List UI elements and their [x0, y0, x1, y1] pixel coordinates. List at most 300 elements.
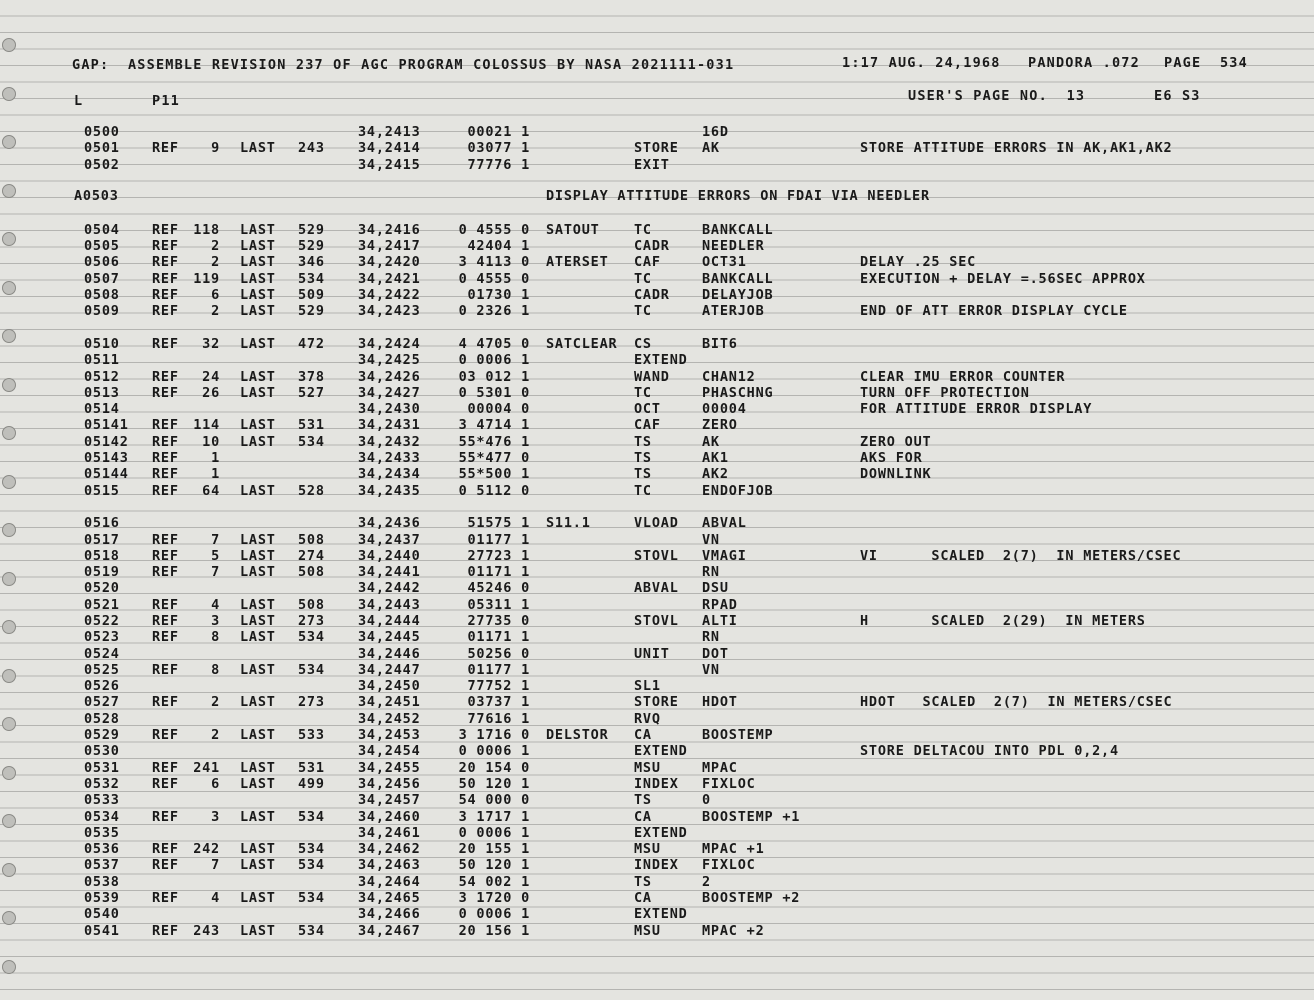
ref-tag: REF: [152, 369, 179, 385]
last-page: 509: [298, 287, 325, 303]
octal-word: 45246 0: [467, 580, 530, 596]
listing-row: [0, 694, 1314, 710]
ref-tag: REF: [152, 303, 179, 319]
ref-tag: REF: [152, 417, 179, 433]
opcode: EXTEND: [634, 352, 688, 368]
listing-row: [0, 140, 1314, 156]
ref-count: 8: [211, 629, 220, 645]
ref-count: 6: [211, 776, 220, 792]
operand: MPAC +2: [702, 923, 765, 939]
line-number: 0517: [84, 532, 120, 548]
listing-row: [0, 760, 1314, 776]
operand: BOOSTEMP +1: [702, 809, 801, 825]
ref-count: 7: [211, 532, 220, 548]
operand: OCT31: [702, 254, 747, 270]
ref-tag: REF: [152, 450, 179, 466]
last-tag: LAST: [240, 809, 276, 825]
feed-hole: [2, 87, 16, 101]
last-tag: LAST: [240, 597, 276, 613]
listing-row: [0, 303, 1314, 319]
address: 34,2425: [358, 352, 421, 368]
line-number: 0515: [84, 483, 120, 499]
listing-row: [0, 271, 1314, 287]
last-page: 346: [298, 254, 325, 270]
users-page-number: USER'S PAGE NO. 13: [908, 88, 1086, 104]
ref-count: 7: [211, 564, 220, 580]
ref-tag: REF: [152, 629, 179, 645]
octal-word: 77752 1: [467, 678, 530, 694]
address: 34,2435: [358, 483, 421, 499]
address: 34,2461: [358, 825, 421, 841]
last-tag: LAST: [240, 548, 276, 564]
ref-tag: REF: [152, 222, 179, 238]
octal-word: 03 012 1: [458, 369, 530, 385]
line-number: 0506: [84, 254, 120, 270]
address: 34,2453: [358, 727, 421, 743]
comment: STORE DELTACOU INTO PDL 0,2,4: [860, 743, 1119, 759]
opcode: TS: [634, 466, 652, 482]
address: 34,2457: [358, 792, 421, 808]
last-tag: LAST: [240, 841, 276, 857]
address: 34,2441: [358, 564, 421, 580]
opcode: MSU: [634, 841, 661, 857]
operand: MPAC: [702, 760, 738, 776]
blank-row: [0, 499, 1314, 515]
listing-row: [0, 825, 1314, 841]
last-page: 534: [298, 809, 325, 825]
octal-word: 00004 0: [467, 401, 530, 417]
listing-row: [0, 646, 1314, 662]
listing-row: [0, 792, 1314, 808]
octal-word: 50 120 1: [458, 776, 530, 792]
listing-row: [0, 857, 1314, 873]
opcode: WAND: [634, 369, 670, 385]
opcode: TS: [634, 792, 652, 808]
ref-tag: REF: [152, 238, 179, 254]
listing-row: [0, 613, 1314, 629]
line-number: 05141: [84, 417, 129, 433]
operand: VN: [702, 532, 720, 548]
line-number: 05143: [84, 450, 129, 466]
opcode: EXTEND: [634, 825, 688, 841]
address: 34,2432: [358, 434, 421, 450]
line-number: 0500: [84, 124, 120, 140]
line-number: 0539: [84, 890, 120, 906]
last-page: 534: [298, 271, 325, 287]
octal-word: 77776 1: [467, 157, 530, 173]
address: 34,2437: [358, 532, 421, 548]
ref-tag: REF: [152, 466, 179, 482]
ref-count: 2: [211, 238, 220, 254]
line-number: 0527: [84, 694, 120, 710]
opcode: CADR: [634, 238, 670, 254]
line-number: 0516: [84, 515, 120, 531]
address: 34,2426: [358, 369, 421, 385]
address: 34,2456: [358, 776, 421, 792]
operand: 0: [702, 792, 711, 808]
listing-row: [0, 841, 1314, 857]
octal-word: 0 4555 0: [458, 271, 530, 287]
opcode: STORE: [634, 694, 679, 710]
address: 34,2465: [358, 890, 421, 906]
ref-count: 8: [211, 662, 220, 678]
assembly-timestamp: 1:17 AUG. 24,1968: [842, 55, 1001, 71]
address: 34,2462: [358, 841, 421, 857]
comment: AKS FOR: [860, 450, 923, 466]
feed-hole: [2, 38, 16, 52]
ref-count: 2: [211, 303, 220, 319]
opcode: CS: [634, 336, 652, 352]
listing-row: [0, 157, 1314, 173]
last-tag: LAST: [240, 776, 276, 792]
comment: ZERO OUT: [860, 434, 932, 450]
opcode: CA: [634, 727, 652, 743]
line-number: 0505: [84, 238, 120, 254]
last-tag: LAST: [240, 694, 276, 710]
octal-word: 0 4555 0: [458, 222, 530, 238]
listing-row: [0, 515, 1314, 531]
address: 34,2434: [358, 466, 421, 482]
opcode: STORE: [634, 140, 679, 156]
ref-tag: REF: [152, 923, 179, 939]
line-number: 0536: [84, 841, 120, 857]
last-tag: LAST: [240, 417, 276, 433]
line-number: 0504: [84, 222, 120, 238]
octal-word: 0 5112 0: [458, 483, 530, 499]
last-page: 531: [298, 760, 325, 776]
line-number: 0523: [84, 629, 120, 645]
last-tag: LAST: [240, 483, 276, 499]
ref-tag: REF: [152, 809, 179, 825]
listing-row: [0, 580, 1314, 596]
listing-row: [0, 906, 1314, 922]
operand: AK1: [702, 450, 729, 466]
ref-count: 119: [193, 271, 220, 287]
opcode: CAF: [634, 254, 661, 270]
octal-word: 00021 1: [467, 124, 530, 140]
operand: DOT: [702, 646, 729, 662]
opcode: EXTEND: [634, 743, 688, 759]
ref-tag: REF: [152, 760, 179, 776]
page-number: PAGE 534: [1164, 55, 1248, 71]
last-tag: LAST: [240, 434, 276, 450]
line-number: 0518: [84, 548, 120, 564]
operand: MPAC +1: [702, 841, 765, 857]
address: 34,2414: [358, 140, 421, 156]
line-number: 0514: [84, 401, 120, 417]
last-page: 472: [298, 336, 325, 352]
ref-tag: REF: [152, 385, 179, 401]
line-number: 0540: [84, 906, 120, 922]
listing-row: [0, 287, 1314, 303]
octal-word: 03737 1: [467, 694, 530, 710]
operand: ALTI: [702, 613, 738, 629]
octal-word: 0 0006 1: [458, 906, 530, 922]
last-page: 534: [298, 890, 325, 906]
address: 34,2446: [358, 646, 421, 662]
operand: HDOT: [702, 694, 738, 710]
octal-word: 42404 1: [467, 238, 530, 254]
operand: DELAYJOB: [702, 287, 774, 303]
ref-tag: REF: [152, 434, 179, 450]
last-tag: LAST: [240, 222, 276, 238]
last-page: 378: [298, 369, 325, 385]
line-number: 0502: [84, 157, 120, 173]
octal-word: 55*477 0: [458, 450, 530, 466]
address: 34,2466: [358, 906, 421, 922]
listing-row: [0, 385, 1314, 401]
last-page: 273: [298, 694, 325, 710]
ref-tag: REF: [152, 613, 179, 629]
listing-row: [0, 711, 1314, 727]
octal-word: 01177 1: [467, 532, 530, 548]
opcode: EXIT: [634, 157, 670, 173]
ref-tag: REF: [152, 694, 179, 710]
operand: AK2: [702, 466, 729, 482]
operand: 16D: [702, 124, 729, 140]
last-page: 529: [298, 238, 325, 254]
operand: ENDOFJOB: [702, 483, 774, 499]
ref-tag: REF: [152, 271, 179, 287]
listing-row: [0, 238, 1314, 254]
listing-row: [0, 254, 1314, 270]
octal-word: 20 156 1: [458, 923, 530, 939]
opcode: INDEX: [634, 776, 679, 792]
listing-row: [0, 466, 1314, 482]
octal-word: 54 002 1: [458, 874, 530, 890]
ref-count: 32: [202, 336, 220, 352]
last-page: 499: [298, 776, 325, 792]
ref-tag: REF: [152, 776, 179, 792]
operand: 00004: [702, 401, 747, 417]
ref-count: 243: [193, 923, 220, 939]
line-number: 0511: [84, 352, 120, 368]
operand: BIT6: [702, 336, 738, 352]
listing-row: [0, 662, 1314, 678]
octal-word: 3 4714 1: [458, 417, 530, 433]
comment: END OF ATT ERROR DISPLAY CYCLE: [860, 303, 1128, 319]
address: 34,2467: [358, 923, 421, 939]
ref-count: 2: [211, 694, 220, 710]
line-number: 05144: [84, 466, 129, 482]
operand: BOOSTEMP +2: [702, 890, 801, 906]
octal-word: 20 155 1: [458, 841, 530, 857]
octal-word: 0 0006 1: [458, 352, 530, 368]
listing-row: [0, 352, 1314, 368]
opcode: EXTEND: [634, 906, 688, 922]
last-page: 529: [298, 303, 325, 319]
operand: 2: [702, 874, 711, 890]
opcode: ABVAL: [634, 580, 679, 596]
last-tag: LAST: [240, 727, 276, 743]
section-title: DISPLAY ATTITUDE ERRORS ON FDAI VIA NEEDLER: [546, 188, 930, 204]
octal-word: 4 4705 0: [458, 336, 530, 352]
address: 34,2464: [358, 874, 421, 890]
last-page: 273: [298, 613, 325, 629]
address: 34,2416: [358, 222, 421, 238]
listing-row: [0, 727, 1314, 743]
page-code: E6 S3: [1154, 88, 1201, 104]
operand: AK: [702, 140, 720, 156]
listing-row: [0, 548, 1314, 564]
comment: FOR ATTITUDE ERROR DISPLAY: [860, 401, 1093, 417]
octal-word: 27723 1: [467, 548, 530, 564]
line-number: 0508: [84, 287, 120, 303]
operand: AK: [702, 434, 720, 450]
ref-tag: REF: [152, 662, 179, 678]
address: 34,2433: [358, 450, 421, 466]
address: 34,2447: [358, 662, 421, 678]
line-number: 0532: [84, 776, 120, 792]
ref-tag: REF: [152, 254, 179, 270]
octal-word: 0 0006 1: [458, 825, 530, 841]
ref-count: 3: [211, 613, 220, 629]
address: 34,2436: [358, 515, 421, 531]
address: 34,2452: [358, 711, 421, 727]
ref-count: 4: [211, 890, 220, 906]
line-number: 0541: [84, 923, 120, 939]
line-number: 0521: [84, 597, 120, 613]
listing-row: [0, 483, 1314, 499]
last-page: 534: [298, 434, 325, 450]
line-number: 0501: [84, 140, 120, 156]
address: 34,2450: [358, 678, 421, 694]
line-number: 0533: [84, 792, 120, 808]
operand: CHAN12: [702, 369, 756, 385]
address: 34,2445: [358, 629, 421, 645]
line-number: 0520: [84, 580, 120, 596]
octal-word: 3 1720 0: [458, 890, 530, 906]
listing-row: [0, 336, 1314, 352]
listing-row: [0, 678, 1314, 694]
address: 34,2422: [358, 287, 421, 303]
address: 34,2424: [358, 336, 421, 352]
operand: RN: [702, 564, 720, 580]
operand: FIXLOC: [702, 776, 756, 792]
address: 34,2442: [358, 580, 421, 596]
address: 34,2415: [358, 157, 421, 173]
last-page: 529: [298, 222, 325, 238]
line-number: 0538: [84, 874, 120, 890]
ref-count: 26: [202, 385, 220, 401]
octal-word: 0 0006 1: [458, 743, 530, 759]
last-page: 534: [298, 857, 325, 873]
octal-word: 54 000 0: [458, 792, 530, 808]
ref-tag: REF: [152, 890, 179, 906]
operand: RN: [702, 629, 720, 645]
operand: ABVAL: [702, 515, 747, 531]
ref-tag: REF: [152, 483, 179, 499]
line-number: 0525: [84, 662, 120, 678]
last-page: 243: [298, 140, 325, 156]
octal-word: 0 5301 0: [458, 385, 530, 401]
ref-count: 6: [211, 287, 220, 303]
line-number: 0519: [84, 564, 120, 580]
address: 34,2463: [358, 857, 421, 873]
listing-row: [0, 809, 1314, 825]
last-tag: LAST: [240, 287, 276, 303]
opcode: TS: [634, 874, 652, 890]
ref-count: 5: [211, 548, 220, 564]
symbol-label: S11.1: [546, 515, 591, 531]
comment: TURN OFF PROTECTION: [860, 385, 1030, 401]
opcode: CAF: [634, 417, 661, 433]
log-section: P11: [152, 93, 180, 109]
listing-row: [0, 776, 1314, 792]
last-tag: LAST: [240, 140, 276, 156]
address: 34,2413: [358, 124, 421, 140]
listing-row: [0, 369, 1314, 385]
last-page: 534: [298, 662, 325, 678]
line-number: 0510: [84, 336, 120, 352]
last-page: 274: [298, 548, 325, 564]
line-number: 0509: [84, 303, 120, 319]
ref-count: 9: [211, 140, 220, 156]
octal-word: 01171 1: [467, 564, 530, 580]
ref-count: 10: [202, 434, 220, 450]
listing-row: [0, 564, 1314, 580]
line-number: 0530: [84, 743, 120, 759]
operand: BANKCALL: [702, 271, 774, 287]
listing-row: [0, 532, 1314, 548]
opcode: STOVL: [634, 613, 679, 629]
line-number: 0526: [84, 678, 120, 694]
comment: STORE ATTITUDE ERRORS IN AK,AK1,AK2: [860, 140, 1173, 156]
last-page: 533: [298, 727, 325, 743]
octal-word: 77616 1: [467, 711, 530, 727]
ref-tag: REF: [152, 548, 179, 564]
line-number: 0512: [84, 369, 120, 385]
last-tag: LAST: [240, 369, 276, 385]
comment: CLEAR IMU ERROR COUNTER: [860, 369, 1066, 385]
octal-word: 05311 1: [467, 597, 530, 613]
line-number: 0522: [84, 613, 120, 629]
operand: NEEDLER: [702, 238, 765, 254]
line-number: 05142: [84, 434, 129, 450]
opcode: MSU: [634, 760, 661, 776]
opcode: RVQ: [634, 711, 661, 727]
operand: BOOSTEMP: [702, 727, 774, 743]
ref-count: 4: [211, 597, 220, 613]
ref-tag: REF: [152, 287, 179, 303]
ref-count: 24: [202, 369, 220, 385]
opcode: TS: [634, 434, 652, 450]
operand: ZERO: [702, 417, 738, 433]
last-tag: LAST: [240, 385, 276, 401]
symbol-label: SATOUT: [546, 222, 600, 238]
opcode: CADR: [634, 287, 670, 303]
last-page: 527: [298, 385, 325, 401]
octal-word: 51575 1: [467, 515, 530, 531]
ref-count: 1: [211, 466, 220, 482]
ref-count: 118: [193, 222, 220, 238]
line-number: 0529: [84, 727, 120, 743]
octal-word: 01177 1: [467, 662, 530, 678]
last-page: 528: [298, 483, 325, 499]
last-tag: LAST: [240, 890, 276, 906]
octal-word: 20 154 0: [458, 760, 530, 776]
ref-count: 242: [193, 841, 220, 857]
ref-tag: REF: [152, 564, 179, 580]
octal-word: 03077 1: [467, 140, 530, 156]
operand: PHASCHNG: [702, 385, 774, 401]
octal-word: 55*500 1: [458, 466, 530, 482]
ref-tag: REF: [152, 336, 179, 352]
opcode: TC: [634, 303, 652, 319]
ref-tag: REF: [152, 727, 179, 743]
comment: EXECUTION + DELAY =.56SEC APPROX: [860, 271, 1146, 287]
opcode: MSU: [634, 923, 661, 939]
